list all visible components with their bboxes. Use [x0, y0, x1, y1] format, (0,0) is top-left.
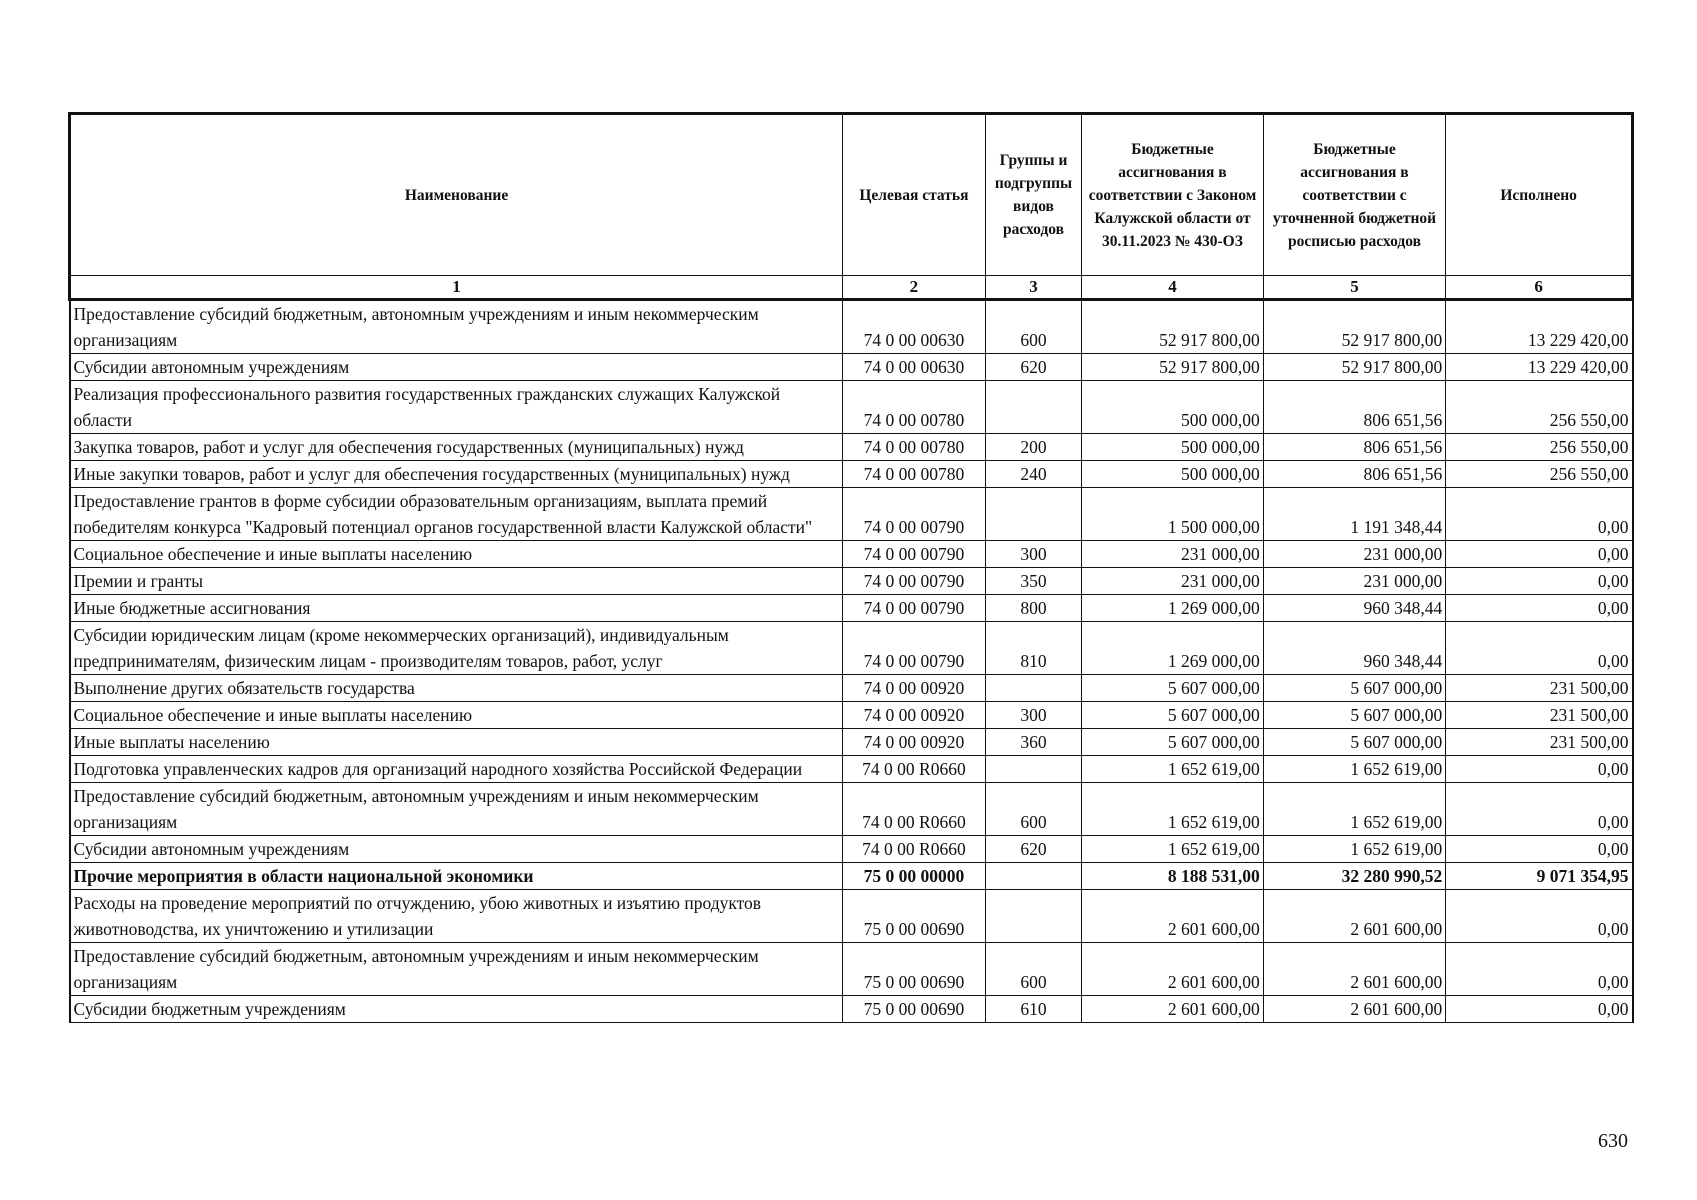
table-row	[70, 568, 1633, 595]
row-refined-allocation: 960 348,44	[1263, 622, 1446, 675]
row-target-article: 74 0 00 00780	[843, 381, 986, 434]
row-expense-group: 620	[985, 836, 1082, 863]
table-header-row	[70, 114, 1633, 276]
row-target-article: 74 0 00 R0660	[843, 756, 986, 783]
row-expense-group	[985, 488, 1082, 541]
table-row	[70, 943, 1633, 996]
row-target-article: 74 0 00 00780	[843, 461, 986, 488]
header-refined-allocations: Бюджетные ассигнования в соответствии с уточненной бюджетной росписью расходов	[1263, 114, 1446, 276]
row-law-allocation: 500 000,00	[1082, 381, 1263, 434]
column-number: 5	[1263, 276, 1446, 300]
row-expense-group: 800	[985, 595, 1082, 622]
row-executed: 0,00	[1446, 756, 1633, 783]
row-refined-allocation: 5 607 000,00	[1263, 675, 1446, 702]
row-law-allocation: 1 652 619,00	[1082, 783, 1263, 836]
table-row	[70, 702, 1633, 729]
row-refined-allocation: 2 601 600,00	[1263, 943, 1446, 996]
row-refined-allocation: 1 652 619,00	[1263, 756, 1446, 783]
row-target-article: 74 0 00 00790	[843, 595, 986, 622]
row-expense-group: 300	[985, 702, 1082, 729]
row-executed: 0,00	[1446, 541, 1633, 568]
row-executed: 256 550,00	[1446, 461, 1633, 488]
budget-execution-table	[68, 112, 1634, 1023]
column-number: 4	[1082, 276, 1263, 300]
row-target-article: 75 0 00 00690	[843, 943, 986, 996]
table-row	[70, 675, 1633, 702]
row-target-article: 74 0 00 00790	[843, 622, 986, 675]
row-expense-group: 810	[985, 622, 1082, 675]
row-name: Иные бюджетные ассигнования	[70, 595, 843, 622]
row-name: Реализация профессионального развития государственных гражданских служащих Калужской области	[70, 381, 843, 434]
row-executed: 13 229 420,00	[1446, 300, 1633, 354]
row-refined-allocation: 1 652 619,00	[1263, 783, 1446, 836]
row-refined-allocation: 2 601 600,00	[1263, 890, 1446, 943]
table-row	[70, 783, 1633, 836]
row-name: Субсидии юридическим лицам (кроме некоммерческих организаций), индивидуальным предпринимателям, физическим лицам - производителям товаров, работ, услуг	[70, 622, 843, 675]
row-law-allocation: 1 269 000,00	[1082, 622, 1263, 675]
row-law-allocation: 1 652 619,00	[1082, 756, 1263, 783]
row-target-article: 74 0 00 00780	[843, 434, 986, 461]
table-row	[70, 381, 1633, 434]
row-refined-allocation: 32 280 990,52	[1263, 863, 1446, 890]
row-law-allocation: 1 500 000,00	[1082, 488, 1263, 541]
header-target-article: Целевая статья	[843, 114, 986, 276]
table-row	[70, 488, 1633, 541]
row-target-article: 74 0 00 00630	[843, 354, 986, 381]
row-executed: 0,00	[1446, 568, 1633, 595]
row-law-allocation: 2 601 600,00	[1082, 943, 1263, 996]
row-name: Субсидии автономным учреждениям	[70, 354, 843, 381]
row-target-article: 74 0 00 00790	[843, 541, 986, 568]
row-expense-group: 620	[985, 354, 1082, 381]
row-refined-allocation: 231 000,00	[1263, 541, 1446, 568]
row-name: Закупка товаров, работ и услуг для обеспечения государственных (муниципальных) нужд	[70, 434, 843, 461]
row-name: Субсидии автономным учреждениям	[70, 836, 843, 863]
row-expense-group: 600	[985, 783, 1082, 836]
row-target-article: 74 0 00 R0660	[843, 836, 986, 863]
row-target-article: 74 0 00 00920	[843, 702, 986, 729]
row-expense-group	[985, 756, 1082, 783]
row-executed: 0,00	[1446, 890, 1633, 943]
row-name: Субсидии бюджетным учреждениям	[70, 996, 843, 1023]
row-law-allocation: 5 607 000,00	[1082, 729, 1263, 756]
row-executed: 0,00	[1446, 488, 1633, 541]
table-row	[70, 595, 1633, 622]
table-row	[70, 354, 1633, 381]
row-refined-allocation: 806 651,56	[1263, 434, 1446, 461]
table-row	[70, 541, 1633, 568]
row-expense-group: 350	[985, 568, 1082, 595]
row-expense-group	[985, 675, 1082, 702]
table-row	[70, 996, 1633, 1023]
row-executed: 0,00	[1446, 836, 1633, 863]
row-name: Социальное обеспечение и иные выплаты населению	[70, 702, 843, 729]
row-expense-group	[985, 863, 1082, 890]
column-number: 3	[985, 276, 1082, 300]
row-expense-group: 600	[985, 943, 1082, 996]
row-refined-allocation: 1 191 348,44	[1263, 488, 1446, 541]
row-executed: 256 550,00	[1446, 381, 1633, 434]
row-name: Иные закупки товаров, работ и услуг для обеспечения государственных (муниципальных) нужд	[70, 461, 843, 488]
row-target-article: 75 0 00 00000	[843, 863, 986, 890]
row-executed: 0,00	[1446, 943, 1633, 996]
row-executed: 9 071 354,95	[1446, 863, 1633, 890]
row-expense-group: 610	[985, 996, 1082, 1023]
table-row	[70, 434, 1633, 461]
row-refined-allocation: 806 651,56	[1263, 381, 1446, 434]
row-refined-allocation: 2 601 600,00	[1263, 996, 1446, 1023]
column-number: 2	[843, 276, 986, 300]
row-executed: 231 500,00	[1446, 729, 1633, 756]
row-refined-allocation: 1 652 619,00	[1263, 836, 1446, 863]
row-executed: 13 229 420,00	[1446, 354, 1633, 381]
table-row	[70, 300, 1633, 354]
row-expense-group: 300	[985, 541, 1082, 568]
table-row	[70, 622, 1633, 675]
table-row	[70, 756, 1633, 783]
row-law-allocation: 231 000,00	[1082, 541, 1263, 568]
row-law-allocation: 2 601 600,00	[1082, 996, 1263, 1023]
column-number-row	[70, 276, 1633, 300]
row-target-article: 74 0 00 00920	[843, 675, 986, 702]
row-law-allocation: 500 000,00	[1082, 461, 1263, 488]
row-law-allocation: 5 607 000,00	[1082, 702, 1263, 729]
row-expense-group	[985, 890, 1082, 943]
table-row	[70, 729, 1633, 756]
row-refined-allocation: 52 917 800,00	[1263, 300, 1446, 354]
row-target-article: 74 0 00 R0660	[843, 783, 986, 836]
table-row	[70, 890, 1633, 943]
table-body	[70, 300, 1633, 1023]
row-law-allocation: 52 917 800,00	[1082, 300, 1263, 354]
row-target-article: 74 0 00 00630	[843, 300, 986, 354]
header-expense-groups: Группы и подгруппы видов расходов	[985, 114, 1082, 276]
row-name: Подготовка управленческих кадров для организаций народного хозяйства Российской Федерации	[70, 756, 843, 783]
row-expense-group: 360	[985, 729, 1082, 756]
row-expense-group: 240	[985, 461, 1082, 488]
row-expense-group	[985, 381, 1082, 434]
row-name: Предоставление субсидий бюджетным, автономным учреждениям и иным некоммерческим организациям	[70, 783, 843, 836]
row-expense-group: 600	[985, 300, 1082, 354]
row-refined-allocation: 5 607 000,00	[1263, 702, 1446, 729]
row-target-article: 75 0 00 00690	[843, 996, 986, 1023]
row-name: Предоставление субсидий бюджетным, автономным учреждениям и иным некоммерческим организациям	[70, 943, 843, 996]
row-refined-allocation: 806 651,56	[1263, 461, 1446, 488]
budget-table-container	[68, 112, 1634, 1023]
header-executed: Исполнено	[1446, 114, 1633, 276]
page-number: 630	[1598, 1130, 1628, 1152]
row-expense-group: 200	[985, 434, 1082, 461]
row-name: Социальное обеспечение и иные выплаты населению	[70, 541, 843, 568]
row-name: Предоставление грантов в форме субсидии образовательным организациям, выплата премий победителям конкурса "Кадровый потенциал органов государственной власти Калужской области"	[70, 488, 843, 541]
row-target-article: 75 0 00 00690	[843, 890, 986, 943]
row-executed: 0,00	[1446, 996, 1633, 1023]
column-number: 1	[70, 276, 843, 300]
row-law-allocation: 231 000,00	[1082, 568, 1263, 595]
row-law-allocation: 5 607 000,00	[1082, 675, 1263, 702]
row-name: Прочие мероприятия в области национальной экономики	[70, 863, 843, 890]
row-executed: 0,00	[1446, 595, 1633, 622]
row-name: Расходы на проведение мероприятий по отчуждению, убою животных и изъятию продуктов животноводства, их уничтожению и утилизации	[70, 890, 843, 943]
row-name: Иные выплаты населению	[70, 729, 843, 756]
row-refined-allocation: 231 000,00	[1263, 568, 1446, 595]
row-executed: 231 500,00	[1446, 675, 1633, 702]
row-law-allocation: 8 188 531,00	[1082, 863, 1263, 890]
header-name: Наименование	[70, 114, 843, 276]
row-law-allocation: 1 269 000,00	[1082, 595, 1263, 622]
row-executed: 0,00	[1446, 783, 1633, 836]
row-law-allocation: 1 652 619,00	[1082, 836, 1263, 863]
row-law-allocation: 2 601 600,00	[1082, 890, 1263, 943]
row-name: Выполнение других обязательств государства	[70, 675, 843, 702]
column-number: 6	[1446, 276, 1633, 300]
row-name: Предоставление субсидий бюджетным, автономным учреждениям и иным некоммерческим организациям	[70, 300, 843, 354]
table-row	[70, 461, 1633, 488]
row-refined-allocation: 960 348,44	[1263, 595, 1446, 622]
row-executed: 0,00	[1446, 622, 1633, 675]
row-refined-allocation: 52 917 800,00	[1263, 354, 1446, 381]
row-target-article: 74 0 00 00790	[843, 488, 986, 541]
row-law-allocation: 500 000,00	[1082, 434, 1263, 461]
table-row	[70, 863, 1633, 890]
row-executed: 231 500,00	[1446, 702, 1633, 729]
header-law-allocations: Бюджетные ассигнования в соответствии с Законом Калужской области от 30.11.2023 № 430-ОЗ	[1082, 114, 1263, 276]
table-row	[70, 836, 1633, 863]
row-refined-allocation: 5 607 000,00	[1263, 729, 1446, 756]
row-law-allocation: 52 917 800,00	[1082, 354, 1263, 381]
row-target-article: 74 0 00 00920	[843, 729, 986, 756]
row-target-article: 74 0 00 00790	[843, 568, 986, 595]
row-name: Премии и гранты	[70, 568, 843, 595]
row-executed: 256 550,00	[1446, 434, 1633, 461]
